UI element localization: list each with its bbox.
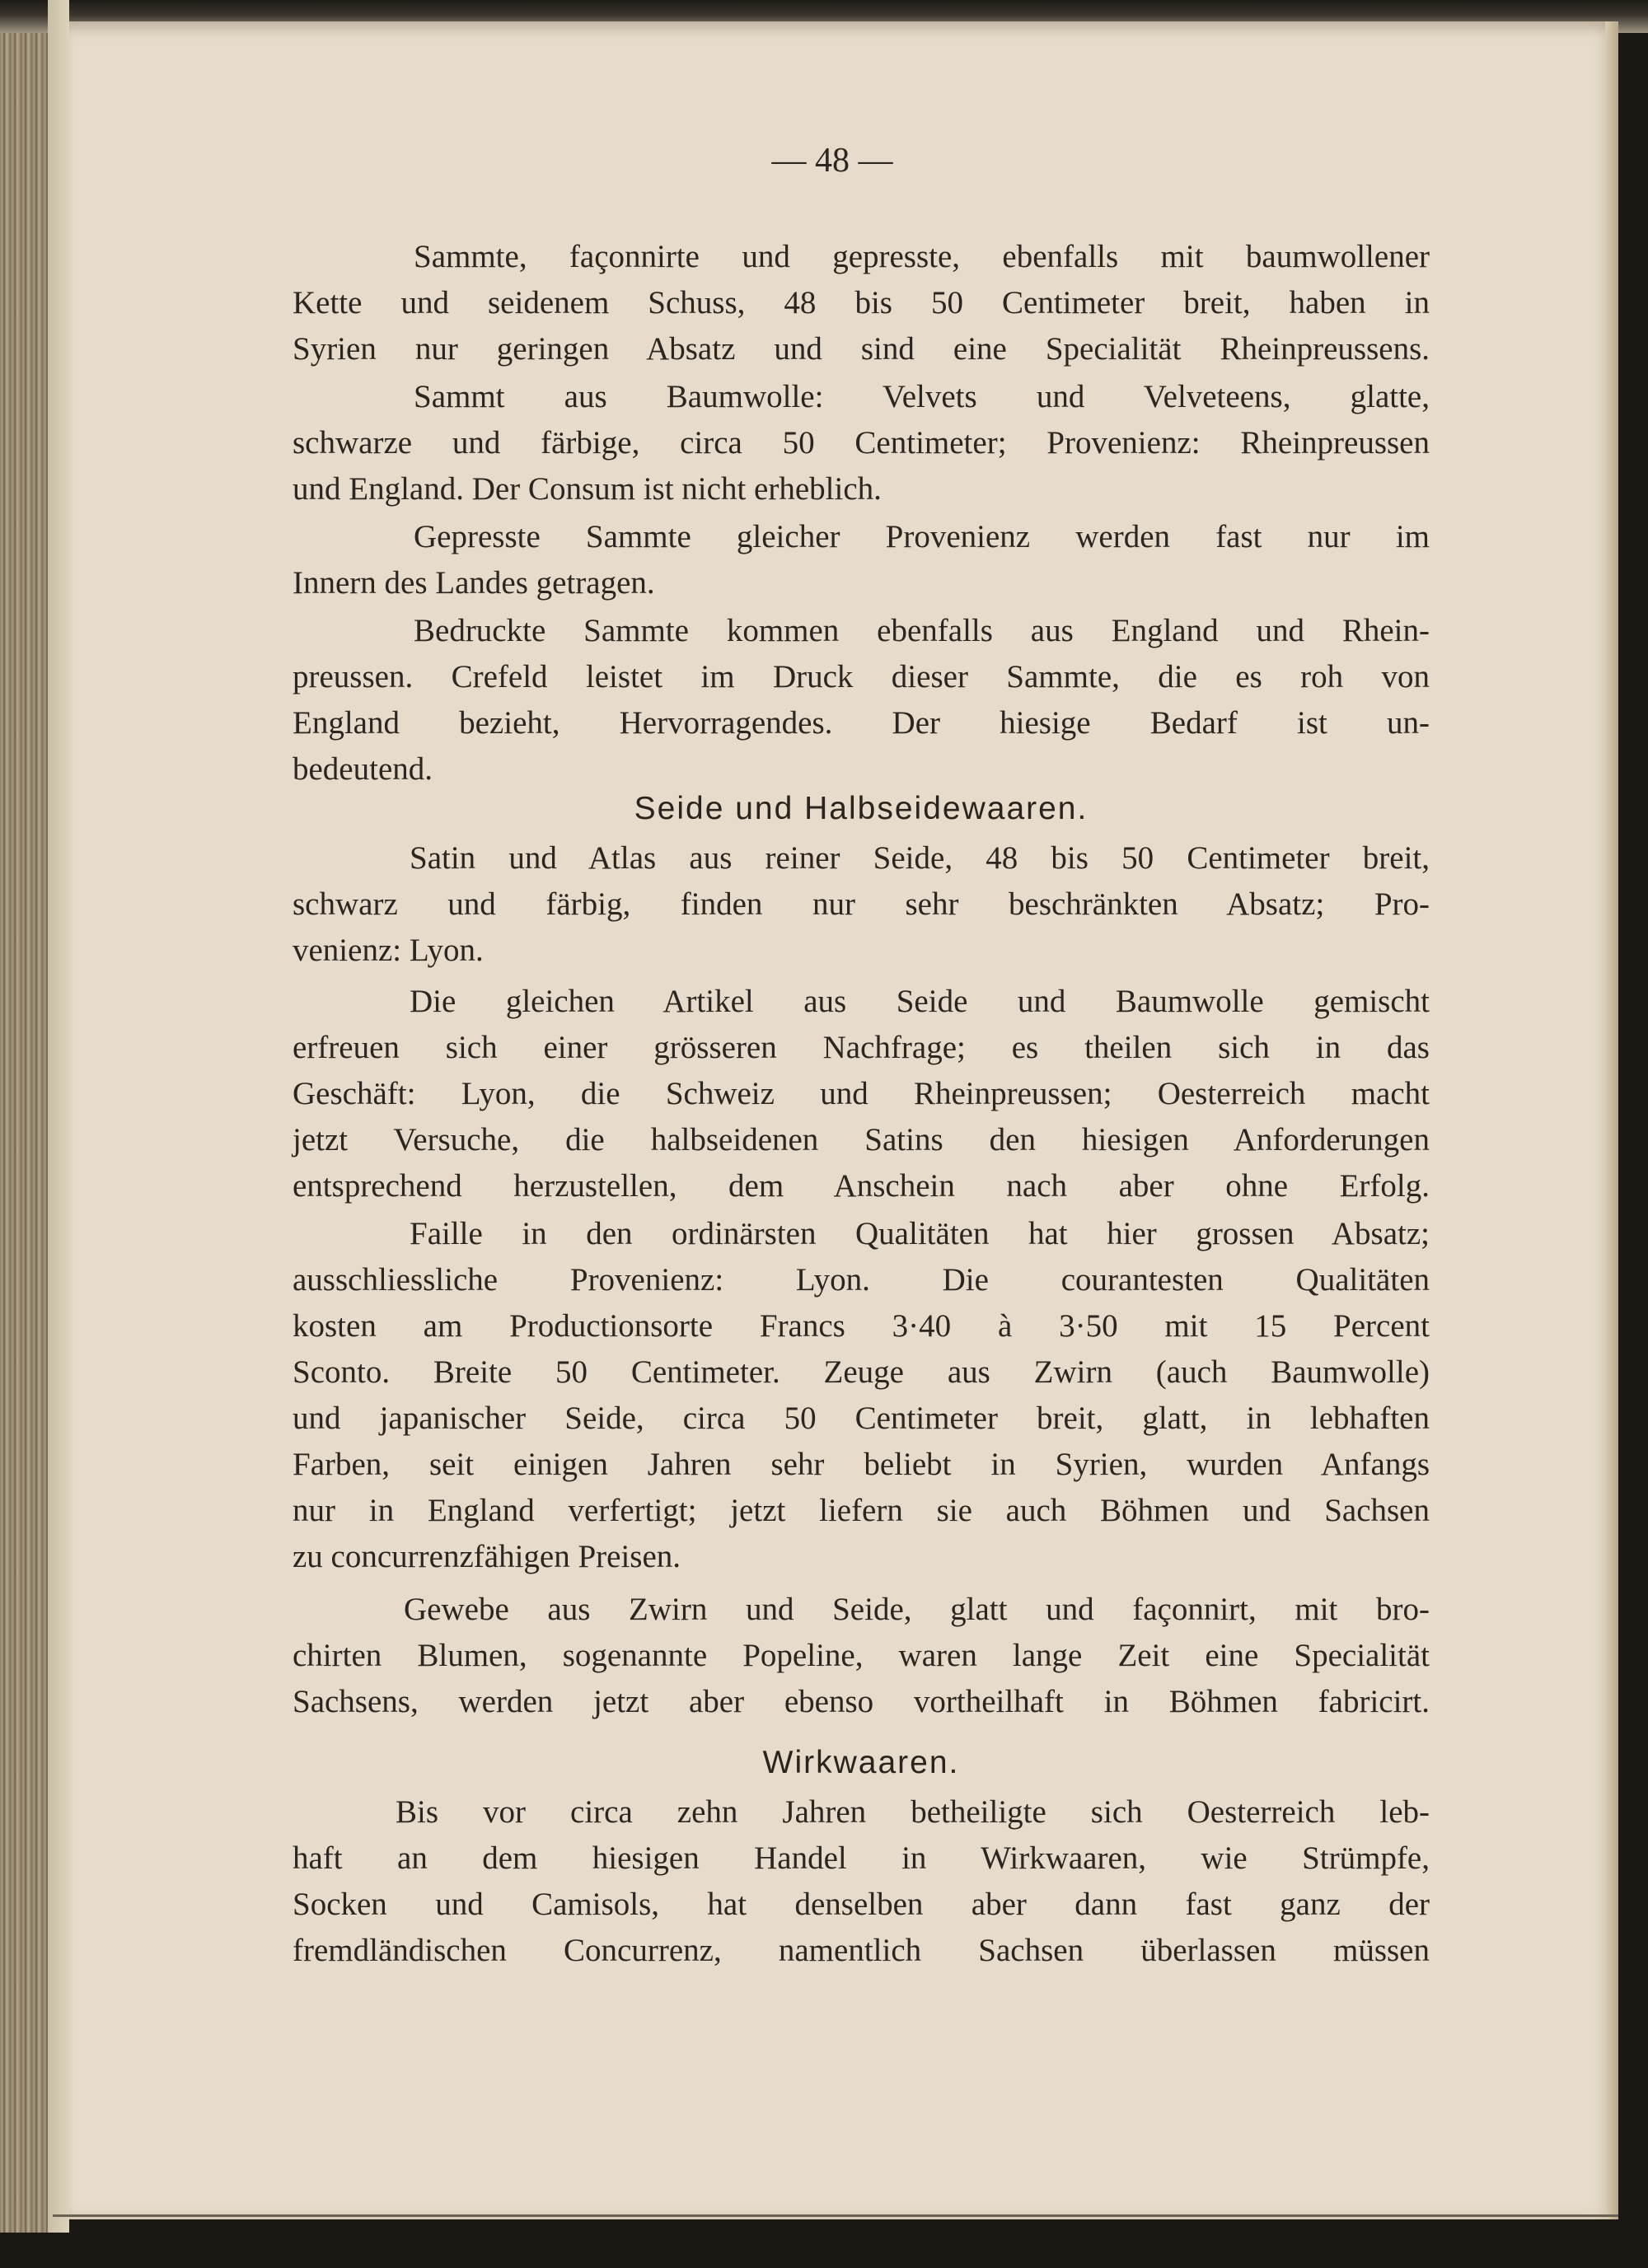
- text-line: Sammte, façonnirte und gepresste, ebenfalls mit baumwollener: [414, 239, 1430, 274]
- text-line: und japanischer Seide, circa 50 Centimeter breit, glatt, in lebhaften: [293, 1401, 1430, 1436]
- text-line: entsprechend herzustellen, dem Anschein nach aber ohne Erfolg.: [293, 1168, 1430, 1204]
- right-page-edge: [1605, 21, 1618, 2219]
- text-line: bedeutend.: [293, 751, 433, 787]
- page-number: — 48 —: [771, 142, 893, 180]
- text-line: venienz: Lyon.: [293, 933, 484, 968]
- text-line: Sconto. Breite 50 Centimeter. Zeuge aus Zwirn (auch Baumwolle): [293, 1354, 1430, 1390]
- text-line: und England. Der Consum ist nicht erheblich.: [293, 471, 882, 507]
- text-line: Socken und Camisols, hat denselben aber dann fast ganz der: [293, 1887, 1430, 1922]
- text-line: Farben, seit einigen Jahren sehr beliebt in Syrien, wurden Anfangs: [293, 1447, 1430, 1482]
- text-line: Sammt aus Baumwolle: Velvets und Velveteens, glatte,: [414, 379, 1430, 414]
- text-line: Gewebe aus Zwirn und Seide, glatt und façonnirt, mit bro-: [404, 1592, 1430, 1627]
- text-line: England bezieht, Hervorragendes. Der hiesige Bedarf ist un-: [293, 705, 1430, 741]
- text-line: schwarz und färbig, finden nur sehr beschränkten Absatz; Pro-: [293, 886, 1430, 922]
- text-line: zu concurrenzfähigen Preisen.: [293, 1539, 681, 1574]
- text-line: haft an dem hiesigen Handel in Wirkwaaren, wie Strümpfe,: [293, 1840, 1430, 1876]
- text-line: Gepresste Sammte gleicher Provenienz werden fast nur im: [414, 519, 1430, 554]
- text-line: Die gleichen Artikel aus Seide und Baumwolle gemischt: [410, 984, 1430, 1019]
- text-line: chirten Blumen, sogenannte Popeline, waren lange Zeit eine Specialität: [293, 1638, 1430, 1673]
- text-line: Innern des Landes getragen.: [293, 565, 655, 601]
- text-line: jetzt Versuche, die halbseidenen Satins den hiesigen Anforderungen: [293, 1122, 1430, 1157]
- text-line: Satin und Atlas aus reiner Seide, 48 bis 50 Centimeter breit,: [410, 840, 1430, 876]
- text-line: Bis vor circa zehn Jahren betheiligte sich Oesterreich leb-: [396, 1794, 1430, 1830]
- text-line: Kette und seidenem Schuss, 48 bis 50 Centimeter breit, haben in: [293, 285, 1430, 320]
- section-heading: Wirkwaaren.: [762, 1745, 960, 1780]
- text-line: fremdländischen Concurrenz, namentlich Sachsen überlassen müssen: [293, 1933, 1430, 1968]
- text-line: Sachsens, werden jetzt aber ebenso vortheilhaft in Böhmen fabricirt.: [293, 1684, 1430, 1719]
- text-line: ausschliessliche Provenienz: Lyon. Die courantesten Qualitäten: [293, 1262, 1430, 1298]
- text-line: nur in England verfertigt; jetzt liefern sie auch Böhmen und Sachsen: [293, 1493, 1430, 1528]
- text-line: erfreuen sich einer grösseren Nachfrage; es theilen sich in das: [293, 1030, 1430, 1065]
- text-line: kosten am Productionsorte Francs 3·40 à 3·50 mit 15 Percent: [293, 1308, 1430, 1344]
- text-line: Faille in den ordinärsten Qualitäten hat hier grossen Absatz;: [410, 1216, 1430, 1251]
- inner-margin-shadow: [48, 0, 69, 2233]
- text-line: schwarze und färbige, circa 50 Centimeter; Provenienz: Rheinpreussen: [293, 425, 1430, 461]
- text-line: Syrien nur geringen Absatz und sind eine Specialität Rheinpreussens.: [293, 331, 1430, 367]
- text-line: preussen. Crefeld leistet im Druck dieser Sammte, die es roh von: [293, 659, 1430, 694]
- text-line: Bedruckte Sammte kommen ebenfalls aus England und Rhein-: [414, 613, 1430, 648]
- bottom-page-line: [53, 2214, 1618, 2217]
- text-line: Geschäft: Lyon, die Schweiz und Rheinpreussen; Oesterreich macht: [293, 1076, 1430, 1111]
- section-heading: Seide und Halbseidewaaren.: [634, 791, 1089, 826]
